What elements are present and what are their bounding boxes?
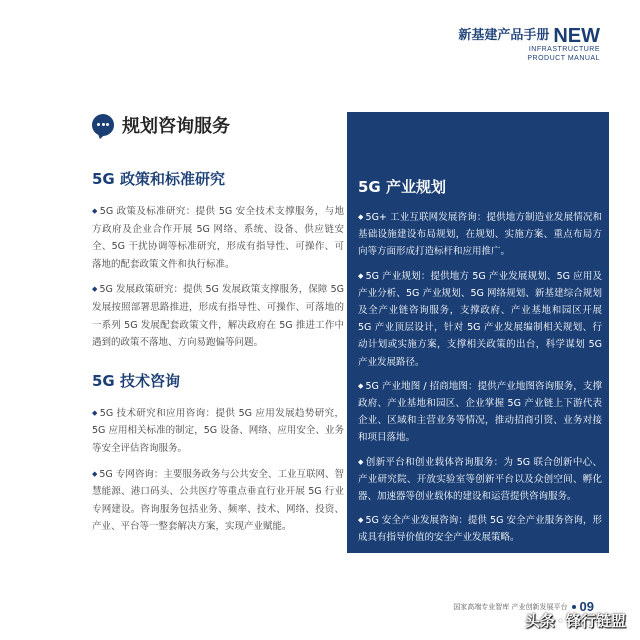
right-column [358, 176, 602, 554]
manual-title-en: NEW [553, 25, 600, 47]
page-header [458, 24, 600, 63]
policy-title: 5G 政策和标准研究 [92, 170, 225, 188]
watermark-right: 锋行链盟 [565, 612, 626, 630]
watermark [525, 610, 626, 631]
industry-item: ◆ 5G 产业地图 / 招商地图：提供产业地图咨询服务，支撑政府、产业基地和园区、企业掌握 5G 产业链上下游代表企业、区域和主营业务等情况，推动招商引资、业务对接和项目落地。 [358, 380, 602, 444]
page-number: 09 [579, 599, 594, 614]
bullet-icon: ◆ [358, 516, 364, 525]
manual-sub-1: INFRASTRUCTURE [528, 46, 600, 53]
watermark-left: 头条 [524, 612, 555, 630]
tech-item: ◆ 5G 专网咨询：主要服务政务与公共安全、工业互联网、智慧能源、港口码头、公共医疗等重点垂直行业开展 5G 行业专网建设。咨询服务包括业务、频率、技术、网络、投资、产业、平台等一整套解决方案，实现产业赋能。 [92, 468, 344, 533]
footer-text: 国家高端专业智库 产业创新发展平台 [453, 602, 568, 611]
industry-item: ◆ 5G 安全产业发展咨询：提供 5G 安全产业服务咨询，形成具有指导价值的安全产业发展策略。 [358, 515, 602, 544]
manual-title: 新基建产品手册 [458, 28, 550, 43]
industry-item: ◆ 5G 产业规划：提供地方 5G 产业发展规划、5G 应用及产业分析、5G 产业规划、5G 网络规划、新基建综合规划及全产业链咨询服务，支撑政府、产业基地和园区开展 5G 产业顶层设计，针对 5G 产业发展编制相关规划、行动计划或实施方案，支撑相关政策的出台，科学谋划 5G 产业发展路径。 [358, 270, 602, 368]
chat-bubble-icon [92, 114, 114, 136]
policy-item: ◆ 5G 发展政策研究：提供 5G 发展政策支撑服务，保障 5G 发展按照部署思路推进，形成有指导性、可操作、可落地的一系列 5G 发展配套政策文件，解决政府在 5G 推进工作中遇到的政策不落地、方向易跑偏等问题。 [92, 284, 344, 349]
manual-sub-2: PRODUCT MANUAL [527, 55, 600, 62]
bullet-icon: ◆ [92, 469, 98, 478]
policy-item: ◆ 5G 政策及标准研究：提供 5G 安全技术支撑服务，与地方政府及企业合作开展 5G 网络、系统、设备、供应链安全、5G 干扰协调等标准研究，形成有指导性、可操作、可落地的配套政策文件和执行标准。 [92, 206, 345, 270]
bullet-icon: ◆ [358, 381, 364, 390]
tech-item: ◆ 5G 技术研究和应用咨询：提供 5G 应用发展趋势研究，5G 应用相关标准的制定，5G 设备、网络、应用安全、业务等安全评估咨询服务。 [92, 407, 345, 454]
industry-item: ◆ 5G+ 工业互联网发展咨询：提供地方制造业发展情况和基础设施建设布局规划，在规划、实施方案、重点布局方向等方面形成打造标杆和应用推广。 [358, 212, 602, 258]
bullet-icon: ◆ [92, 207, 98, 215]
dot-icon [559, 619, 562, 622]
bullet-icon: ◆ [358, 213, 364, 221]
section-title: 规划咨询服务 [122, 116, 230, 137]
tech-title: 5G 技术咨询 [92, 371, 180, 390]
industry-item: ◆ 创新平台和创业载体咨询服务：为 5G 联合创新中心、产业研究院、开放实验室等创新平台以及众创空间、孵化器、加速器等创业载体的建设和运营提供咨询服务。 [358, 456, 602, 503]
left-column [92, 168, 344, 544]
bullet-icon: ◆ [358, 457, 364, 466]
bullet-icon: ◆ [358, 271, 364, 280]
bullet-icon: ◆ [92, 408, 98, 417]
industry-title: 5G 产业规划 [358, 178, 446, 196]
section-header [92, 112, 230, 138]
dot-icon [572, 605, 576, 609]
bullet-icon: ◆ [92, 285, 98, 294]
